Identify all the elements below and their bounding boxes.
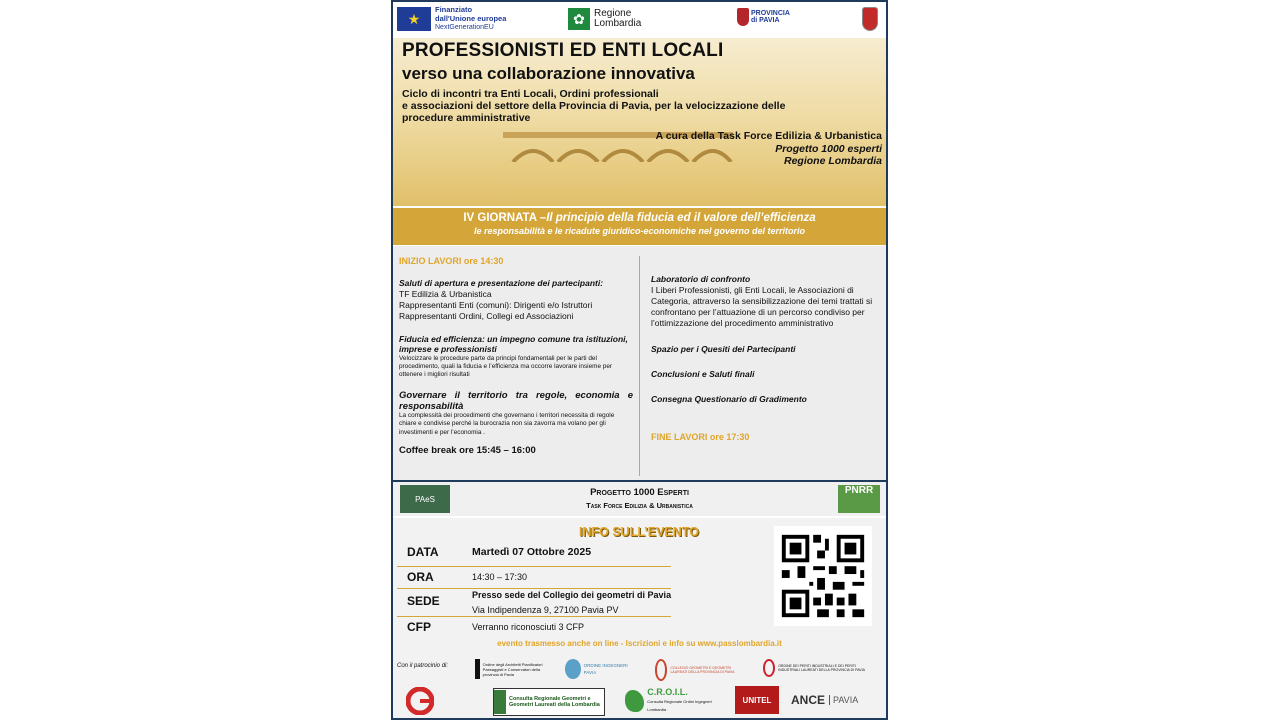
paes-logo: PAeS (400, 485, 450, 513)
event-poster (391, 0, 888, 720)
main-title-line2: verso una collaborazione innovativa (402, 64, 695, 83)
regione-lombardia-icon: ✿ (568, 8, 590, 30)
event-credits: Verranno riconosciuti 3 CFP (472, 622, 585, 632)
event-venue: Presso sede del Collegio dei geometri di Pavia (472, 590, 672, 600)
session-subtitle: le responsabilità e le ricadute giuridico-economiche nel governo del territorio (473, 226, 806, 236)
unitel-logo: UNITEL (735, 686, 779, 714)
consulta-geometri-logo: Consulta Regionale Geometri e Geometri Laureati della Lombardia (493, 688, 605, 716)
info-heading: INFO SULL’EVENTO (579, 525, 699, 539)
architetti-logo: Ordine degli Architetti Pianificatori Paesaggisti e Conservatori della provincia di Pavia (475, 659, 553, 679)
provincia-pavia-logo: PROVINCIA di PAVIA (737, 8, 790, 26)
pnrr-logo: PNRR (838, 485, 880, 513)
program-block1: TF Edilizia & Urbanistica Rappresentanti Enti (comuni): Dirigenti e/o Istruttori Rappresentanti Ordini, Collegi ed Associazioni (399, 288, 593, 321)
periti-logo: ORDINE DEI PERITI INDUSTRIALI E DEI PERITI INDUSTRIALI LAUREATI DELLA PROVINCIA DI PAVIA (763, 659, 875, 677)
column-divider (639, 256, 640, 476)
start-time: INIZIO LAVORI ore 14:30 (399, 256, 504, 266)
eu-funding-text: Finanziato dall'Unione europea NextGenerationEU (435, 5, 507, 31)
online-info: evento trasmesso anche on line - Iscrizioni e info su www.passlombardia.it (497, 639, 782, 648)
divider (397, 566, 671, 567)
patronage-label: Con il patrocinio di: (397, 663, 449, 669)
program-section (393, 246, 886, 482)
organizer-credit: A cura della Task Force Edilizia & Urbanistica Progetto 1000 esperti Regione Lombardia (655, 130, 882, 167)
subtitle: Ciclo di incontri tra Enti Locali, Ordini professionali e associazioni del settore della Provincia di Pavia, per la velocizzazione delle procedure amministrative (402, 88, 786, 124)
regione-lombardia-logo: ✿ Regione Lombardia (568, 7, 641, 31)
header-logos (393, 2, 886, 38)
divider (397, 588, 671, 589)
main-title: PROFESSIONISTI ED ENTI LOCALI (402, 40, 724, 61)
event-date: Martedì 07 Ottobre 2025 (472, 546, 592, 558)
comune-crest-icon (862, 7, 878, 31)
collegio-geometri-logo: COLLEGIO GEOMETRI E GEOMETRI LAUREATI DELLA PROVINCIA DI PAVIA (655, 659, 737, 681)
session-title-band: IV GIORNATA –Il principio della fiducia ed il valore dell’efficienza le responsabilità e le ricadute giuridico-economiche nel governo del territorio (393, 208, 886, 245)
provincia-crest-icon (737, 8, 749, 26)
sponsor-circle-logo (405, 686, 435, 716)
qr-code[interactable] (774, 526, 872, 626)
event-address: Via Indipendenza 9, 27100 Pavia PV (472, 605, 619, 615)
event-time: 14:30 – 17:30 (472, 572, 528, 582)
ance-pavia-logo: ANCE PAVIA (791, 693, 859, 707)
program-right-column: Laboratorio di confronto I Liberi Professionisti, gli Enti Locali, le Associazioni di Categoria, attraverso la sensibilizzazione dei temi trattati si confrontano per l’attuazione di un percorso condiviso per l’ottimizzazione del procedimento amministrativo Spazio per i Quesiti dei Partecipanti Conclusioni e Saluti finali Consegna Questionario di Gradimento FINE LAVORI ore 17:30 (651, 274, 877, 442)
coffee-break: Coffee break ore 15:45 – 16:00 (399, 444, 536, 456)
eu-flag-icon: ★ (397, 7, 431, 31)
croil-logo: C.R.O.I.L. Consulta Regionale Ordini Ingegneri Lombardia (625, 688, 715, 714)
program-left-column: INIZIO LAVORI ore 14:30 Saluti di apertura e presentazione dei partecipanti: TF Edilizia & Urbanistica Rappresentanti Enti (comuni): Dirigenti e/o Istruttori Rappresentanti Ordini, Collegi ed Associazioni Fiducia ed efficienza: un impegno comune tra istituzioni, imprese e professionisti Velocizzare le procedure parte da principi fondamentali per le parti del procedimento, quali la fiducia e l’efficienza ma occorre lavorare insieme per ottenere i migliori risultati Governare il territorio tra regole, economia e responsabilità La complessità dei procedimenti che governano i territori necessita di regole chiare e condivise perché la burocrazia non sia zavorra ma volano per gli investimenti e per l’economia . Coffee break ore 15:45 – 16:00 (399, 256, 633, 456)
ingegneri-logo: ORDINE INGEGNERI PAVIA (565, 659, 629, 679)
event-info: INFO SULL’EVENTO DATA Martedì 07 Ottobre 2025 ORA 14:30 – 17:30 SEDE Presso sede del Collegio dei geometri di Pavia Via Indipendenza 9, 27100 Pavia PV CFP Verranno riconosciuti 3 CFP evento trasmesso anche on line - Iscrizioni e info su www.passlombardia.it Con il patrocinio di: Ordine degli Architetti Pianificatori Paesaggisti e Conservatori della provincia di Pavia ORDINE INGEGNERI PAVIA COLLEGIO GEOMETRI E GEOMETRI LAUREATI DELLA PROVINCIA DI PAVIA ORDINE DEI PERITI INDUSTRIALI E DEI PERITI INDUSTRIALI LAUREATI DELLA PROVINCIA DI PAVIA Consulta Regionale Geometri e Geometri Laureati della Lombardia C.R.O.I.L. Consulta Regionale Ordini Ingegneri Lombardia UNITEL ANCE PAVIA (393, 518, 886, 720)
divider (397, 616, 671, 617)
end-time: FINE LAVORI ore 17:30 (651, 432, 750, 442)
hero-banner (393, 38, 886, 206)
project-band: PAeS Progetto 1000 Esperti Task Force Edilizia & Urbanistica PNRR (393, 482, 886, 516)
